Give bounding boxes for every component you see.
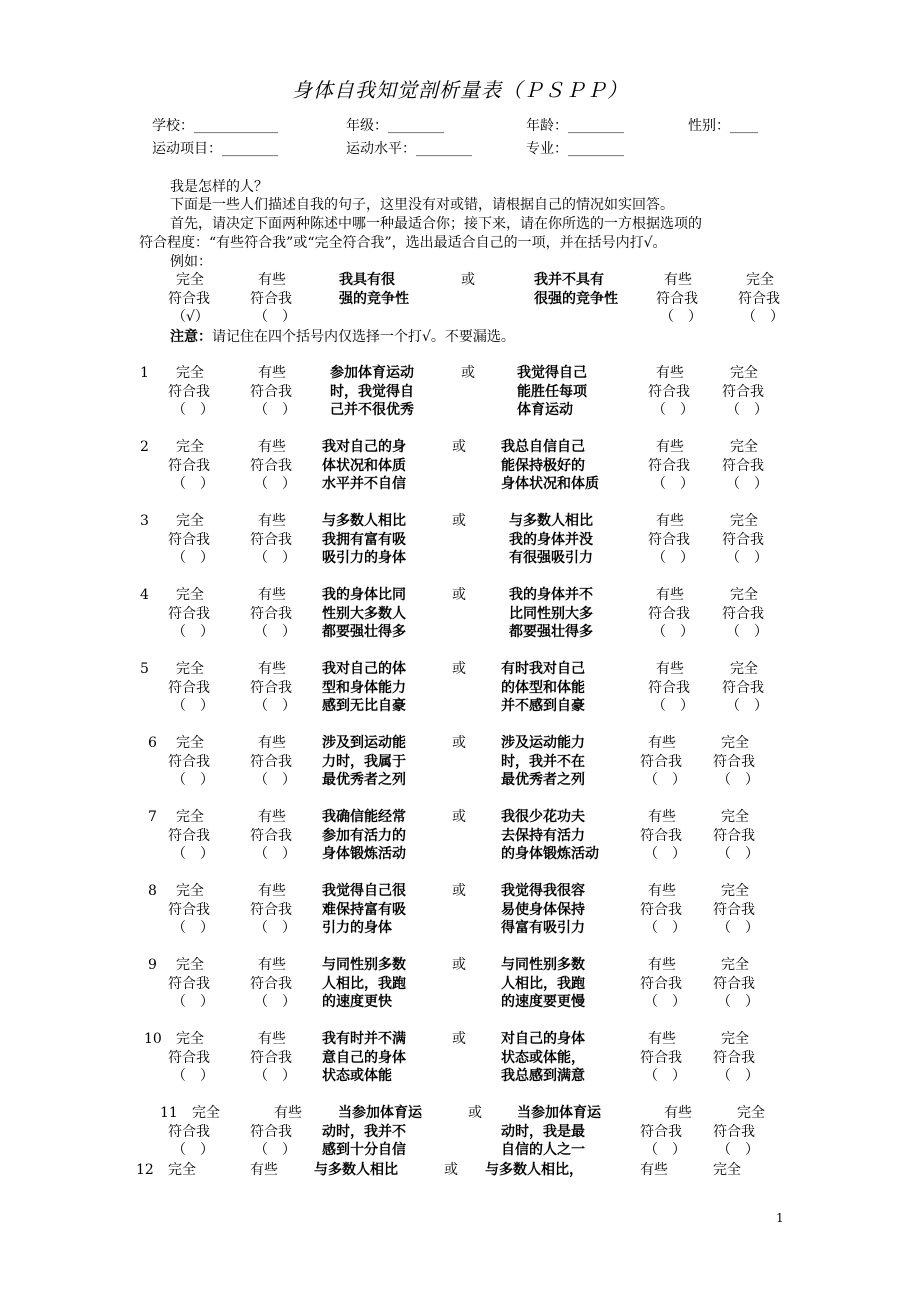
item-fits-right-1: 符合我 [640,1049,682,1066]
item-right-statement-line: 去保持有活力 [501,827,585,844]
item-left-statement-line: 己并不很优秀 [330,402,414,418]
item-full-left: 完全 [176,439,204,455]
item-paren-right-1: （ ） [644,920,686,936]
item-paren-right-2: （ ） [717,772,759,788]
school-field: 学校：____________ [152,118,278,134]
intro-line-3: 符合程度：“有些符合我”或“完全符合我”，选出最适合自己的一项，并在括号内打√。 [139,235,667,251]
item-full-right: 完全 [730,365,758,381]
item-paren-left-2: （ ） [254,772,296,788]
item-right-statement-line: 有时我对自己 [501,661,585,677]
item-some-right: 有些 [648,809,676,825]
item-some-right: 有些 [656,513,684,529]
item-some-left: 有些 [258,883,286,899]
item-paren-left-1: （ ） [172,846,214,862]
item-right-statement-line: 状态或体能， [501,1049,585,1066]
item-some-left: 有些 [258,661,286,677]
item-left-statement-line: 吸引力的身体 [322,550,406,566]
item-paren-right-2: （ ） [717,1068,759,1084]
example-left-statement-line: 我具有很 [339,272,395,288]
item-paren-left-1: （ ） [172,698,214,714]
item-left-statement-line: 参加体育运动 [330,365,414,381]
item-paren-right-1: （ ） [652,624,694,640]
example-full-left: 完全 [176,272,204,288]
item-paren-right-1: （ ） [644,772,686,788]
item-fits-left-1: 符合我 [168,1123,210,1140]
item-some-left: 有些 [258,809,286,825]
item-left-statement-line: 时，我觉得自 [330,383,414,400]
item-paren-left-1: （ ） [172,476,214,492]
item-full-left: 完全 [176,365,204,381]
item-left-statement-line: 我对自己的体 [322,661,406,677]
item-left-statement-line: 我有时并不满 [322,1031,406,1047]
item-left-statement-line: 动时，我并不 [322,1123,406,1140]
item-number: 3 [140,513,149,529]
item-full-right: 完全 [737,1105,765,1121]
item-or: 或 [468,1105,482,1121]
item-paren-left-2: （ ） [254,402,296,418]
item-or: 或 [452,661,466,677]
item-full-right: 完全 [721,957,749,973]
age-field: 年龄：________ [526,118,624,134]
note-text: 请记住在四个括号内仅选择一个打√。不要漏选。 [212,329,515,345]
item-left-statement-line: 与同性别多数 [322,957,406,973]
item-fits-right-2: 符合我 [713,1049,755,1066]
item-left-statement-line: 我对自己的身 [322,439,406,455]
item-right-statement-line: 能胜任每项 [517,383,587,400]
item-right-statement-line: 与同性别多数 [501,957,585,973]
item-paren-right-1: （ ） [652,698,694,714]
item-fits-right-1: 符合我 [648,457,690,474]
item-or: 或 [452,439,466,455]
item-fits-left-2: 符合我 [250,753,292,770]
item-or: 或 [444,1162,458,1178]
item-some-right: 有些 [648,735,676,751]
item-right-statement-line: 我的身体并不 [509,587,593,603]
item-right-statement-line: 得富有吸引力 [501,920,585,936]
item-paren-left-1: （ ） [172,402,214,418]
item-paren-right-2: （ ） [717,920,759,936]
item-fits-right-2: 符合我 [722,531,764,548]
item-paren-right-1: （ ） [652,550,694,566]
page-number: 1 [776,1211,784,1225]
item-or: 或 [452,1031,466,1047]
item-left-statement-line: 最优秀者之列 [322,772,406,788]
item-right-statement-line: 的身体锻炼活动 [501,846,599,862]
item-fits-left-1: 符合我 [168,679,210,696]
item-left-statement-line: 与多数人相比 [322,513,406,529]
item-paren-left-2: （ ） [254,920,296,936]
item-paren-left-1: （ ） [172,624,214,640]
item-left-statement-line: 的速度更快 [322,994,392,1010]
item-left-statement-line: 人相比，我跑 [322,975,406,992]
item-paren-right-2: （ ） [726,476,768,492]
item-fits-right-2: 符合我 [713,901,755,918]
item-full-left: 完全 [176,809,204,825]
item-left-statement-line: 体状况和体质 [322,457,406,474]
item-fits-left-2: 符合我 [250,901,292,918]
item-paren-right-1: （ ） [652,402,694,418]
item-some-right: 有些 [656,439,684,455]
item-paren-right-2: （ ） [717,1142,759,1158]
item-left-statement-line: 状态或体能 [322,1068,392,1084]
item-right-statement-line: 有很强吸引力 [509,550,593,566]
item-some-right: 有些 [648,883,676,899]
example-left-statement-line: 强的竞争性 [339,290,409,307]
example-some-right: 有些 [664,272,692,288]
item-full-left: 完全 [168,1162,196,1178]
example-or: 或 [461,272,475,288]
example-right-statement-line: 我并不具有 [534,272,604,288]
item-fits-left-1: 符合我 [168,457,210,474]
item-paren-left-1: （ ） [172,1142,214,1158]
item-paren-left-2: （ ） [254,1142,296,1158]
item-full-right: 完全 [730,587,758,603]
item-full-right: 完全 [730,513,758,529]
item-left-statement-line: 涉及到运动能 [322,735,406,751]
item-fits-right-2: 符合我 [713,827,755,844]
item-paren-right-2: （ ） [717,994,759,1010]
item-right-statement-line: 我总自信自己 [501,439,585,455]
example-paren-right-2: （ ） [742,309,784,325]
item-right-statement-line: 与多数人相比 [509,513,593,529]
item-left-statement-line: 都要强壮得多 [322,624,406,640]
item-or: 或 [452,883,466,899]
item-number: 7 [148,809,157,825]
item-fits-right-1: 符合我 [640,753,682,770]
item-paren-left-2: （ ） [254,1068,296,1084]
item-fits-left-2: 符合我 [250,827,292,844]
item-left-statement-line: 感到无比自豪 [322,698,406,714]
note-label: 注意： [170,329,212,345]
item-left-statement-line: 难保持富有吸 [322,901,406,918]
item-right-statement-line: 对自己的身体 [501,1031,585,1047]
item-right-statement-line: 时，我并不在 [501,753,585,770]
item-some-right: 有些 [656,587,684,603]
item-right-statement-line: 身体状况和体质 [501,476,599,492]
item-right-statement-line: 的体型和体能 [501,679,585,696]
item-full-left: 完全 [192,1105,220,1121]
item-paren-right-1: （ ） [644,846,686,862]
item-fits-left-1: 符合我 [168,901,210,918]
item-left-statement-line: 引力的身体 [322,920,392,936]
item-fits-left-1: 符合我 [168,1049,210,1066]
item-paren-left-2: （ ） [254,624,296,640]
item-some-right: 有些 [648,1031,676,1047]
item-number: 6 [148,735,157,751]
item-full-left: 完全 [176,513,204,529]
item-number: 11 [160,1105,178,1121]
item-or: 或 [452,957,466,973]
item-left-statement-line: 型和身体能力 [322,679,406,696]
item-number: 2 [140,439,149,455]
item-right-statement-line: 我觉得我很容 [501,883,585,899]
item-fits-right-1: 符合我 [640,1123,682,1140]
item-full-right: 完全 [721,735,749,751]
item-paren-right-2: （ ） [717,846,759,862]
example-some-left: 有些 [258,272,286,288]
page-title: 身体自我知觉剖析量表（ＰＳＰＰ） [292,78,628,102]
item-some-right: 有些 [664,1105,692,1121]
item-some-right: 有些 [648,957,676,973]
item-some-left: 有些 [258,735,286,751]
item-paren-right-1: （ ） [644,1142,686,1158]
item-or: 或 [452,809,466,825]
example-fits-left-2: 符合我 [250,290,292,307]
example-fits-right-1: 符合我 [656,290,698,307]
item-right-statement-line: 最优秀者之列 [501,772,585,788]
item-some-left: 有些 [258,365,286,381]
item-full-right: 完全 [730,439,758,455]
item-paren-left-1: （ ） [172,550,214,566]
item-fits-right-1: 符合我 [648,605,690,622]
item-paren-right-1: （ ） [652,476,694,492]
item-right-statement-line: 我的身体并没 [509,531,593,548]
item-or: 或 [452,735,466,751]
item-number: 12 [136,1162,154,1178]
item-full-left: 完全 [176,661,204,677]
item-fits-left-1: 符合我 [168,531,210,548]
item-number: 10 [144,1031,162,1047]
item-fits-right-2: 符合我 [713,753,755,770]
item-fits-left-2: 符合我 [250,605,292,622]
item-full-right: 完全 [721,883,749,899]
example-full-right: 完全 [746,272,774,288]
item-number: 8 [148,883,157,899]
item-full-left: 完全 [176,883,204,899]
intro-example-label: 例如： [170,254,212,270]
item-paren-left-1: （ ） [172,1068,214,1084]
item-number: 4 [140,587,149,603]
item-paren-right-2: （ ） [726,402,768,418]
item-fits-left-1: 符合我 [168,753,210,770]
item-full-right: 完全 [721,809,749,825]
item-fits-right-1: 符合我 [640,827,682,844]
item-fits-left-2: 符合我 [250,531,292,548]
item-right-statement-line: 能保持极好的 [501,457,585,474]
major-field: 专业：________ [526,141,624,157]
item-some-left: 有些 [258,513,286,529]
item-number: 1 [140,365,149,381]
item-fits-right-2: 符合我 [722,605,764,622]
item-full-left: 完全 [176,1031,204,1047]
item-left-statement-line: 我的身体比同 [322,587,406,603]
item-paren-left-1: （ ） [172,920,214,936]
item-fits-right-2: 符合我 [722,679,764,696]
item-fits-right-2: 符合我 [722,457,764,474]
item-number: 9 [148,957,157,973]
item-right-statement-line: 动时，我是最 [501,1123,585,1140]
item-full-left: 完全 [176,957,204,973]
item-left-statement-line: 水平并不自信 [322,476,406,492]
example-paren-left-2: （ ） [254,309,296,325]
item-right-statement-line: 涉及运动能力 [501,735,585,751]
item-or: 或 [452,513,466,529]
item-left-statement-line: 我确信能经常 [322,809,406,825]
intro-question: 我是怎样的人？ [170,179,268,195]
item-some-left: 有些 [274,1105,302,1121]
item-some-left: 有些 [258,1031,286,1047]
item-some-right: 有些 [656,365,684,381]
item-right-statement-line: 我总感到满意 [501,1068,585,1084]
intro-line-2: 首先，请决定下面两种陈述中哪一种最适合你；接下来，请在你所选的一方根据选项的 [170,216,702,232]
item-paren-left-2: （ ） [254,846,296,862]
item-fits-left-1: 符合我 [168,975,210,992]
item-fits-left-2: 符合我 [250,1049,292,1066]
item-fits-right-1: 符合我 [640,975,682,992]
item-paren-left-2: （ ） [254,994,296,1010]
item-fits-left-2: 符合我 [250,679,292,696]
item-left-statement-line: 性别大多数人 [322,605,406,622]
item-right-statement-line: 我觉得自己 [517,365,587,381]
item-right-statement-line: 人相比，我跑 [501,975,585,992]
sport-field: 运动项目：________ [152,141,278,157]
grade-field: 年级：________ [346,118,444,134]
item-paren-left-2: （ ） [254,698,296,714]
item-some-left: 有些 [258,439,286,455]
item-left-statement-line: 当参加体育运 [338,1105,422,1121]
item-right-statement-line: 当参加体育运 [517,1105,601,1121]
item-some-left: 有些 [258,587,286,603]
example-right-statement-line: 很强的竞争性 [534,290,618,307]
item-fits-right-1: 符合我 [648,383,690,400]
item-right-statement-line: 体育运动 [517,402,573,418]
item-right-statement-line: 的速度要更慢 [501,994,585,1010]
item-paren-right-2: （ ） [726,698,768,714]
item-some-right: 有些 [656,661,684,677]
item-fits-left-2: 符合我 [250,975,292,992]
item-left-statement-line: 我觉得自己很 [322,883,406,899]
example-fits-left-1: 符合我 [168,290,210,307]
item-right-statement-line: 并不感到自豪 [501,698,585,714]
item-some-left: 有些 [258,957,286,973]
item-left-statement-line: 感到十分自信 [322,1142,406,1158]
item-fits-right-1: 符合我 [640,901,682,918]
item-full-left: 完全 [176,735,204,751]
item-paren-left-1: （ ） [172,772,214,788]
item-left-statement-line: 参加有活力的 [322,827,406,844]
item-some-left: 有些 [250,1162,278,1178]
intro-line-1: 下面是一些人们描述自我的句子，这里没有对或错，请根据自己的情况如实回答。 [170,197,674,213]
gender-field: 性别：____ [688,118,758,134]
item-left-statement-line: 与多数人相比 [314,1162,398,1178]
item-fits-left-1: 符合我 [168,383,210,400]
item-paren-left-1: （ ） [172,994,214,1010]
item-fits-right-1: 符合我 [648,679,690,696]
item-full-right: 完全 [721,1031,749,1047]
example-paren-left-1: （√） [172,309,209,325]
item-fits-left-2: 符合我 [250,383,292,400]
item-fits-right-2: 符合我 [713,1123,755,1140]
item-fits-left-2: 符合我 [250,1123,292,1140]
item-right-statement-line: 与多数人相比， [485,1162,583,1178]
item-paren-right-1: （ ） [644,994,686,1010]
item-full-right: 完全 [713,1162,741,1178]
item-fits-right-1: 符合我 [648,531,690,548]
item-full-left: 完全 [176,587,204,603]
item-fits-left-1: 符合我 [168,827,210,844]
item-left-statement-line: 意自己的身体 [322,1049,406,1066]
item-right-statement-line: 易使身体保持 [501,901,585,918]
item-right-statement-line: 都要强壮得多 [509,624,593,640]
item-fits-left-2: 符合我 [250,457,292,474]
item-fits-right-2: 符合我 [713,975,755,992]
item-some-right: 有些 [640,1162,668,1178]
item-right-statement-line: 我很少花功夫 [501,809,585,825]
item-right-statement-line: 自信的人之一 [501,1142,585,1158]
item-paren-right-1: （ ） [644,1068,686,1084]
item-or: 或 [452,587,466,603]
item-fits-left-1: 符合我 [168,605,210,622]
item-paren-left-2: （ ） [254,476,296,492]
item-left-statement-line: 力时，我属于 [322,753,406,770]
item-full-right: 完全 [730,661,758,677]
item-number: 5 [140,661,149,677]
item-paren-left-2: （ ） [254,550,296,566]
example-fits-right-2: 符合我 [738,290,780,307]
item-or: 或 [461,365,475,381]
item-paren-right-2: （ ） [726,550,768,566]
item-right-statement-line: 比同性别大多 [509,605,593,622]
item-left-statement-line: 身体锻炼活动 [322,846,406,862]
item-fits-right-2: 符合我 [722,383,764,400]
level-field: 运动水平：________ [346,141,472,157]
example-paren-right-1: （ ） [660,309,702,325]
item-paren-right-2: （ ） [726,624,768,640]
item-left-statement-line: 我拥有富有吸 [322,531,406,548]
